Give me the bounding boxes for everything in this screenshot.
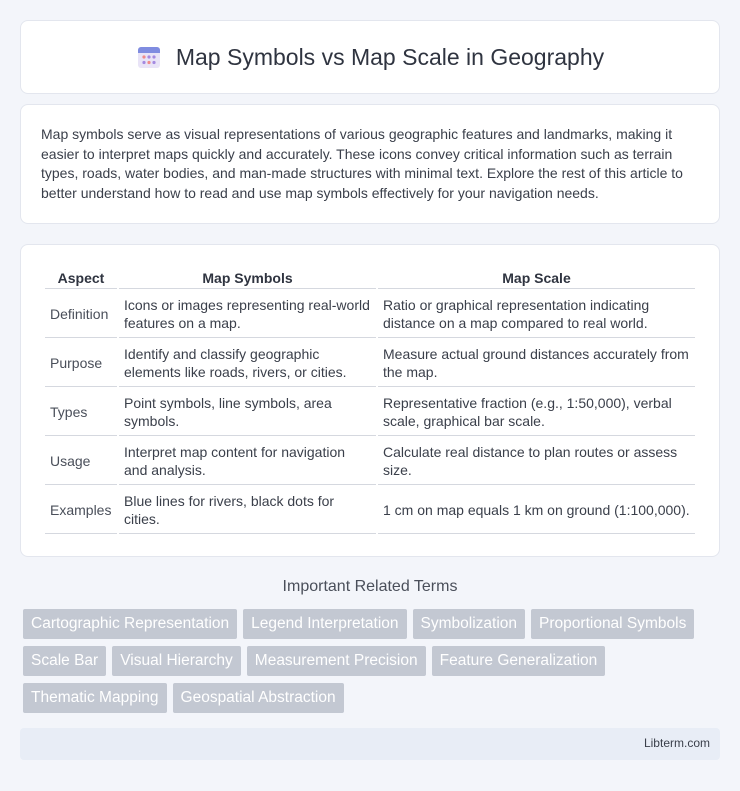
related-term-tag[interactable]: Thematic Mapping — [23, 683, 167, 713]
column-header-map-scale: Map Scale — [378, 267, 695, 289]
column-header-aspect: Aspect — [45, 267, 117, 289]
comparison-table-card — [20, 244, 720, 557]
map-scale-cell: Representative fraction (e.g., 1:50,000), verbal scale, graphical bar scale. — [378, 389, 695, 436]
calendar-grid-icon — [136, 44, 162, 70]
comparison-table — [43, 265, 697, 536]
map-symbols-cell: Icons or images representing real-world features on a map. — [119, 291, 376, 338]
intro-text: Map symbols serve as visual representations of various geographic features and landmarks, making it easier to interpret maps quickly and accurately. These icons convey critical information such as terrain types, roads, water bodies, and man-made structures with minimal text. Explore the rest of this article to better understand how to read and use map symbols effectively for your navigation needs. — [41, 126, 683, 201]
related-term-tag[interactable]: Cartographic Representation — [23, 609, 237, 639]
table-row — [45, 340, 695, 387]
related-term-tag[interactable]: Proportional Symbols — [531, 609, 694, 639]
related-terms-title: Important Related Terms — [282, 578, 458, 595]
table-row — [45, 438, 695, 485]
map-scale-cell: Ratio or graphical representation indicating distance on a map compared to real world. — [378, 291, 695, 338]
column-header-map-symbols: Map Symbols — [119, 267, 376, 289]
aspect-cell: Types — [45, 389, 117, 436]
related-term-tag[interactable]: Measurement Precision — [247, 646, 426, 676]
map-symbols-cell: Point symbols, line symbols, area symbols. — [119, 389, 376, 436]
table-row — [45, 291, 695, 338]
map-symbols-cell: Identify and classify geographic elements like roads, rivers, or cities. — [119, 340, 376, 387]
footer-brand-link[interactable]: Libterm.com — [643, 736, 710, 750]
table-header-row — [45, 267, 695, 289]
related-terms-list — [23, 609, 723, 713]
map-scale-cell: Calculate real distance to plan routes or assess size. — [378, 438, 695, 485]
related-term-tag[interactable]: Visual Hierarchy — [112, 646, 241, 676]
table-row — [45, 389, 695, 436]
intro-card — [20, 104, 720, 224]
related-term-tag[interactable]: Symbolization — [413, 609, 526, 639]
table-row — [45, 487, 695, 534]
map-symbols-cell: Blue lines for rivers, black dots for cities. — [119, 487, 376, 534]
related-term-tag[interactable]: Scale Bar — [23, 646, 106, 676]
map-scale-cell: 1 cm on map equals 1 km on ground (1:100,000). — [378, 487, 695, 534]
map-symbols-cell: Interpret map content for navigation and analysis. — [119, 438, 376, 485]
map-scale-cell: Measure actual ground distances accurately from the map. — [378, 340, 695, 387]
aspect-cell: Examples — [45, 487, 117, 534]
page-title: Map Symbols vs Map Scale in Geography — [175, 43, 605, 70]
aspect-cell: Definition — [45, 291, 117, 338]
related-term-tag[interactable]: Geospatial Abstraction — [173, 683, 344, 713]
aspect-cell: Usage — [45, 438, 117, 485]
related-term-tag[interactable]: Legend Interpretation — [243, 609, 406, 639]
aspect-cell: Purpose — [45, 340, 117, 387]
related-term-tag[interactable]: Feature Generalization — [432, 646, 606, 676]
footer — [20, 728, 720, 760]
header-card — [20, 20, 720, 94]
